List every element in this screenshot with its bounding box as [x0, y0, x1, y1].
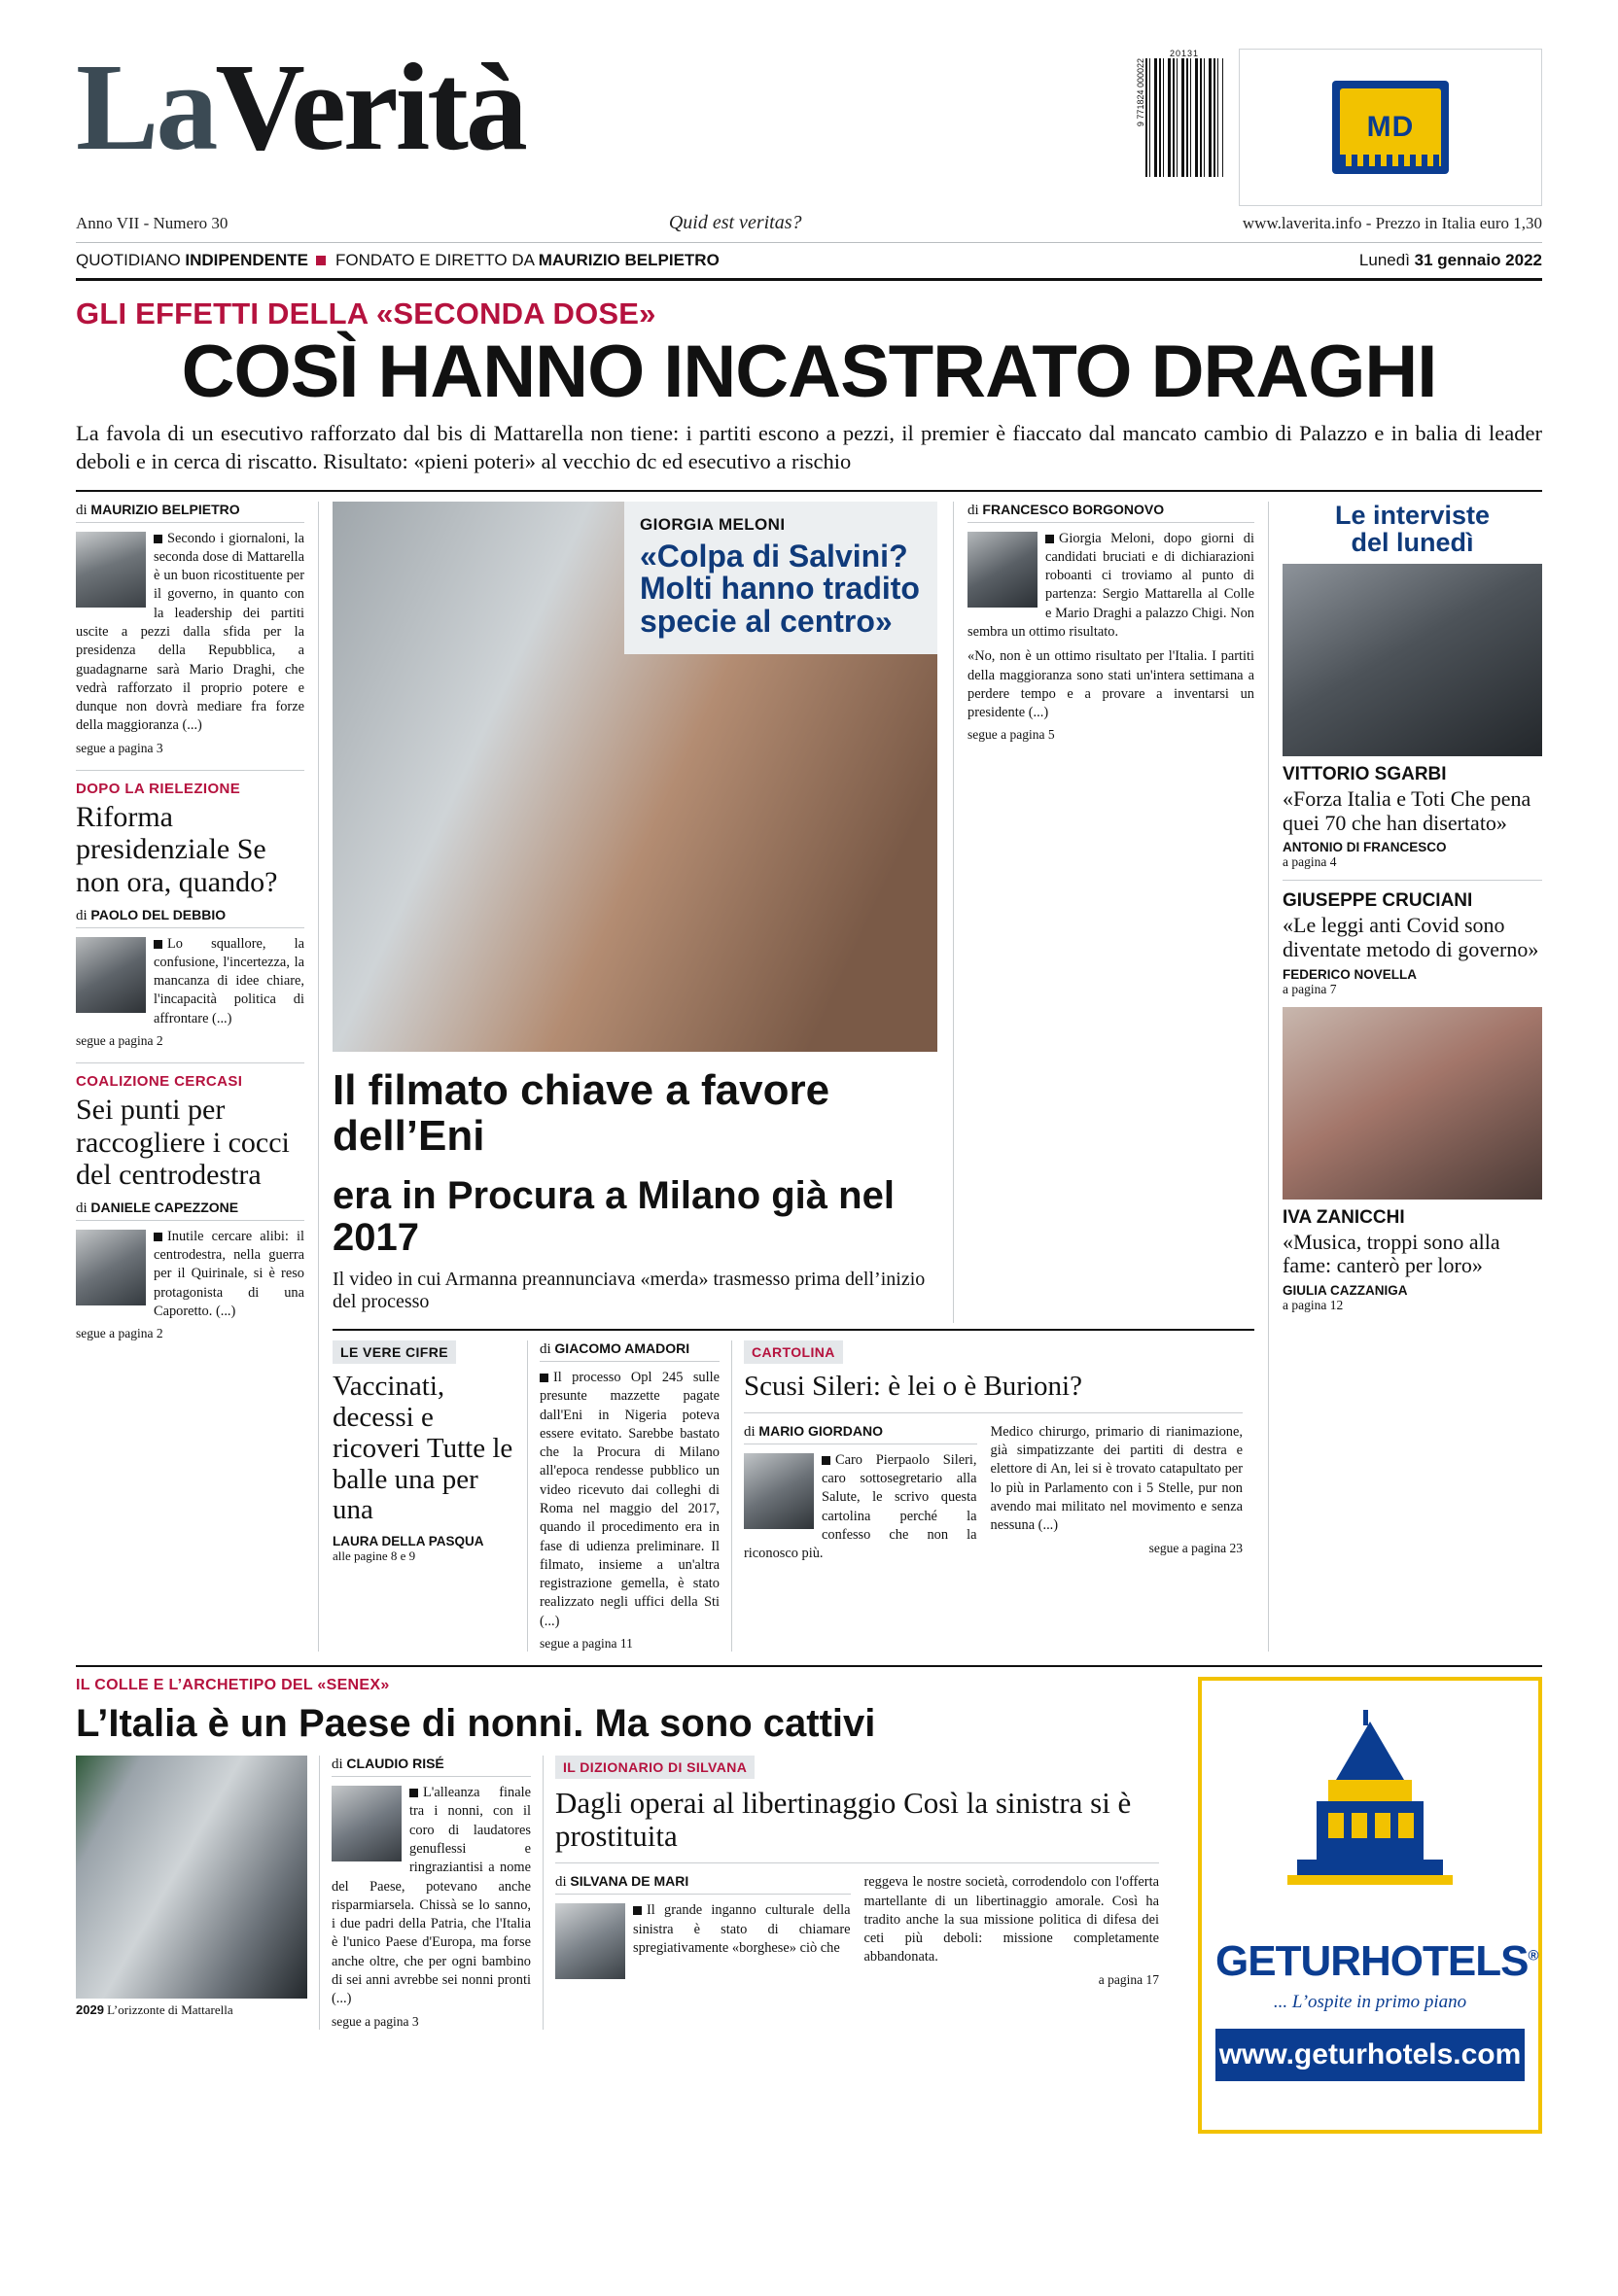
barcode-top-number: 20131	[1169, 49, 1200, 58]
byline-name-7: CLAUDIO RISÉ	[346, 1756, 444, 1772]
bullet-square-icon-6	[822, 1456, 830, 1465]
article-amadori	[540, 1369, 720, 1631]
column-right-interviews	[1268, 502, 1542, 1652]
bullet-square-icon-8	[633, 1906, 642, 1915]
borgonovo-block	[953, 502, 1254, 1323]
article-borgonovo	[967, 530, 1254, 643]
byline-borgonovo	[967, 502, 1254, 523]
interviews-header-line1: Le interviste	[1334, 500, 1491, 530]
kicker-coalizione: COALIZIONE CERCASI	[76, 1062, 304, 1090]
hotel-building-icon	[1258, 1704, 1482, 1928]
portrait-deldebbio	[76, 937, 146, 1013]
box-le-vere-cifre	[333, 1340, 527, 1652]
newspaper-logo	[76, 38, 525, 176]
logo-verita: Verità	[215, 38, 525, 176]
interview-item-zanicchi[interactable]	[1283, 1007, 1542, 1313]
tag-dizionario: IL DIZIONARIO DI SILVANA	[555, 1756, 755, 1779]
kicker-riforma: DOPO LA RIELEZIONE	[76, 770, 304, 797]
byline-prefix-4: di	[967, 502, 983, 518]
article-deldebbio	[76, 935, 304, 1028]
article-belpietro	[76, 530, 304, 736]
continue-deldebbio[interactable]: segue a pagina 2	[76, 1033, 163, 1049]
headline-eni-2[interactable]: era in Procura a Milano già nel 2017	[333, 1173, 895, 1259]
bottom-kicker: IL COLLE E L’ARCHETIPO DEL «SENEX»	[76, 1677, 390, 1694]
interview-name-1: GIUSEPPE CRUCIANI	[1283, 890, 1473, 912]
interview-quote-2: «Musica, troppi sono alla fame: canterò per loro»	[1283, 1229, 1500, 1278]
red-square-icon	[316, 256, 326, 265]
barcode-side-number: 9 771824 000022	[1136, 58, 1145, 127]
tag-le-vere-cifre: LE VERE CIFRE	[333, 1340, 456, 1364]
continue-borgonovo[interactable]: segue a pagina 5	[967, 727, 1055, 743]
interview-page-0[interactable]: a pagina 4	[1283, 854, 1337, 870]
interviews-header	[1283, 502, 1542, 557]
date-value: 31 gennaio 2022	[1414, 251, 1542, 269]
portrait-borgonovo	[967, 532, 1038, 608]
masthead-ad[interactable]	[1239, 49, 1542, 206]
byline-prefix-3: di	[76, 1200, 91, 1216]
date-prefix: Lunedì	[1358, 251, 1415, 269]
meloni-quote-name: GIORGIA MELONI	[640, 514, 786, 534]
title-cartolina[interactable]: Scusi Sileri: è lei o è Burioni?	[744, 1370, 1082, 1402]
byline-deldebbio	[76, 907, 304, 928]
title-riforma[interactable]: Riforma presidenziale Se non ora, quando?	[76, 800, 278, 898]
byline-name-8: SILVANA DE MARI	[570, 1873, 689, 1890]
portrait-capezzone	[76, 1230, 146, 1305]
motto: Quid est veritas?	[668, 212, 802, 233]
page-demari[interactable]: a pagina 17	[1098, 1971, 1159, 1987]
lead-headline[interactable]: COSÌ HANNO INCASTRATO DRAGHI	[181, 330, 1437, 413]
bottom-headline[interactable]: L’Italia è un Paese di nonni. Ma sono cattivi	[76, 1702, 876, 1746]
byline-name-5: GIACOMO AMADORI	[554, 1339, 690, 1356]
byline-demari	[555, 1873, 851, 1895]
interview-item-cruciani[interactable]	[1283, 890, 1542, 996]
interview-by-0: ANTONIO DI FRANCESCO	[1283, 840, 1447, 855]
bullet-square-icon-7	[409, 1789, 418, 1797]
interview-name-0: VITTORIO SGARBI	[1283, 764, 1447, 785]
barcode-bars	[1145, 58, 1223, 177]
continue-rise[interactable]: segue a pagina 3	[332, 2013, 419, 2029]
geturhotels-ad[interactable]	[1198, 1677, 1542, 2134]
article-amadori-text: Il processo Opl 245 sulle presunte mazzette pagate dall'Eni in Nigeria poteva essere evitato. Sarebbe bastato che la Procura di Milano all'epoca rendesse pubblico un video ricevuto dai colleghi di Roma nel maggio del 2017, quando il procedimento era in fase di udienza preliminare. Il filmato, insieme a un'altra registrazione gemella, è stato realizzato negli uffici della Sti (...)	[540, 1369, 720, 1629]
geturhotels-url[interactable]: www.geturhotels.com	[1215, 2029, 1525, 2081]
barcode	[1136, 49, 1223, 185]
photo-caption	[76, 2002, 307, 2018]
photo-iva-zanicchi	[1283, 1007, 1542, 1200]
masthead-band	[76, 243, 1542, 281]
article-giordano-text: Caro Pierpaolo Sileri, caro sottosegretario alla Salute, le scrivo questa cartolina perché la confesso che non la riconosco più.	[744, 1451, 977, 1562]
continue-giordano[interactable]: segue a pagina 23	[1148, 1540, 1243, 1555]
bottom-left	[76, 1677, 1184, 2134]
byline-name-3: DANIELE CAPEZZONE	[90, 1199, 239, 1215]
article-capezzone	[76, 1228, 304, 1321]
box-cartolina	[731, 1340, 1254, 1652]
main-grid	[76, 502, 1542, 1652]
masthead-subline	[76, 212, 1542, 234]
byline-prefix-2: di	[76, 907, 91, 923]
bottom-dizionario-col	[543, 1756, 1171, 2030]
byline-capezzone	[76, 1200, 304, 1221]
interview-name-2: IVA ZANICCHI	[1283, 1206, 1405, 1228]
publisher-word-2: INDIPENDENTE	[185, 251, 308, 269]
bottom-right-ad[interactable]	[1184, 1677, 1542, 2134]
title-le-vere-cifre[interactable]: Vaccinati, decessi e ricoveri Tutte le balle una per una	[333, 1370, 513, 1526]
bottom-rise-col	[319, 1756, 543, 2030]
portrait-silvana-de-mari	[555, 1903, 625, 1979]
article-capezzone-text: Inutile cercare alibi: il centrodestra, nella guerra per il Quirinale, si è reso protagonista di una Caporetto. (...)	[154, 1228, 304, 1319]
lead-standfirst: La favola di un esecutivo rafforzato dal bis di Mattarella non tiene: i partiti escono a pezzi, il premier è fiaccato dal mancato cambio di Palazzo e in balia di leader deboli e in cerca di riscatto. Risultato: «pieni poteri» al vecchio dc ed esecutivo a rischio	[76, 421, 1542, 474]
geturhotels-brand-text: GETURHOTELS	[1215, 1937, 1529, 1986]
column-left	[76, 502, 319, 1652]
publisher-word-3: FONDATO E DIRETTO DA	[334, 251, 539, 269]
md-logo-label: MD	[1366, 111, 1415, 143]
article-borgonovo-2: «No, non è un ottimo risultato per l'Italia. I partiti della maggioranza sono stati un'intera settimana a perdere tempo e a provare a inventarsi un presidente (...)	[967, 648, 1254, 721]
deck-eni: Il video in cui Armanna preannunciava «merda» trasmesso prima dell’inizio del processo	[333, 1268, 926, 1312]
interview-by-1: FEDERICO NOVELLA	[1283, 966, 1418, 982]
lead-kicker: GLI EFFETTI DELLA «SECONDA DOSE»	[76, 296, 656, 330]
interview-page-1[interactable]: a pagina 7	[1283, 981, 1337, 996]
byline-prefix: di	[76, 502, 91, 518]
interview-quote-0: «Forza Italia e Toti Che pena quei 70 che han disertato»	[1283, 786, 1531, 835]
portrait-giordano	[744, 1453, 814, 1529]
md-logo-icon	[1332, 81, 1449, 174]
title-coalizione[interactable]: Sei punti per raccogliere i cocci del centrodestra	[76, 1094, 290, 1192]
column-center	[319, 502, 1268, 1652]
photo-sergio-mattarella	[76, 1756, 307, 1999]
bullet-square-icon-2	[154, 940, 162, 949]
byline-prefix-8: di	[555, 1874, 571, 1891]
bottom-section	[76, 1665, 1542, 2134]
article-deldebbio-text: Lo squallore, la confusione, l'incertezza, la mancanza di idee chiare, l'incapacità politica di affrontare (...)	[154, 935, 304, 1026]
continue-amadori[interactable]: segue a pagina 11	[540, 1636, 633, 1652]
article-giordano	[744, 1451, 977, 1564]
caption-text: L’orizzonte di Mattarella	[107, 2002, 233, 2018]
bullet-square-icon-5	[540, 1374, 548, 1382]
geturhotels-tagline: ... L’ospite in primo piano	[1273, 1992, 1467, 2013]
center-lower-row	[333, 1329, 1254, 1652]
byline-prefix-7: di	[332, 1757, 347, 1773]
byline-name-6: MARIO GIORDANO	[758, 1422, 883, 1439]
meloni-quote-box[interactable]	[624, 502, 937, 655]
sign-della-pasqua: LAURA DELLA PASQUA	[333, 1534, 484, 1549]
article-rise-text: L'alleanza finale tra i nonni, con il coro di laudatores genuflessi e ringraziantisi a nome del Paese, potevano anche risparmiarsela. Chissà se lo sanno, i due padri della Patria, che l'Italia è l'unico Paese d'Europa, ma forse anche oltre, che per ogni bambino di sei anni avrebbe sei nonni pronti (...)	[332, 1785, 531, 2007]
issue-line: Anno VII - Numero 30	[76, 214, 229, 232]
publisher-line	[76, 251, 720, 270]
article-belpietro-text: Secondo i giornaloni, la seconda dose di Mattarella è un buon ricostituente per il governo, in quanto con la leadership dei partiti uscite a pezzi dalla sfida per la presidenza della Repubblica, a guadagnarne sarà Mario Draghi, che vedrà rafforzato il proprio potere e dunque non dovrà mediare fra forze della maggioranza (...)	[76, 530, 304, 734]
lead-photo-block	[333, 502, 937, 1052]
portrait-claudio-rise	[332, 1786, 402, 1861]
masthead	[76, 39, 1542, 206]
tag-cartolina: CARTOLINA	[744, 1340, 843, 1364]
headline-eni-1[interactable]: Il filmato chiave a favore dell’Eni	[333, 1065, 830, 1161]
pages-le-vere-cifre[interactable]: alle pagine 8 e 9	[333, 1548, 416, 1564]
byline-amadori	[540, 1340, 720, 1362]
logo-la: La	[76, 38, 216, 176]
byline-prefix-5: di	[540, 1340, 555, 1357]
byline-rise	[332, 1756, 531, 1777]
title-dizionario[interactable]: Dagli operai al libertinaggio Così la sinistra si è prostituita	[555, 1786, 1132, 1854]
interviews-header-line2: del lunedì	[1351, 527, 1474, 557]
bullet-square-icon-3	[154, 1233, 162, 1241]
bullet-square-icon-4	[1045, 535, 1054, 543]
issue-date	[1359, 251, 1542, 270]
continue-capezzone[interactable]: segue a pagina 2	[76, 1326, 163, 1341]
photo-vittorio-sgarbi	[1283, 564, 1542, 756]
interview-by-2: GIULIA CAZZANIGA	[1283, 1282, 1408, 1298]
meloni-quote-text: «Colpa di Salvini? Molti hanno tradito specie al centro»	[640, 538, 920, 640]
byline-name: MAURIZIO BELPIETRO	[90, 501, 240, 517]
byline-name-2: PAOLO DEL DEBBIO	[90, 906, 227, 922]
byline-prefix-6: di	[744, 1423, 759, 1440]
continue-belpietro[interactable]: segue a pagina 3	[76, 740, 163, 755]
geturhotels-illustration	[1215, 1694, 1525, 1937]
article-giordano-2: Medico chirurgo, primario di rianimazione, già simpatizzante dei partiti di destra e elettore di An, lei si è trovato catapultato per lo più in Parlamento con i 5 Stelle, pur non avendo mai militato nel movimento e senza nessuna (...)	[990, 1423, 1243, 1534]
byline-giordano	[744, 1423, 977, 1444]
article-rise	[332, 1784, 531, 2009]
box-amadori	[527, 1340, 731, 1652]
article-demari-text: Il grande inganno culturale della sinistra è stato di chiamare spregiativamente «borghese» ciò che	[633, 1902, 851, 1956]
caption-number: 2029	[76, 2002, 104, 2018]
bullet-square-icon	[154, 535, 162, 543]
article-demari	[555, 1901, 851, 1958]
price-line: www.laverita.info - Prezzo in Italia euro 1,30	[1242, 214, 1542, 232]
article-demari-2: reggeva le nostre società, corrodendolo con l'offerta martellante di un libertinaggio amorale. Così ha tradito anche la sua missione politica di difesa dei ceti più deboli: missione completamente abbandonata.	[863, 1874, 1159, 1966]
registered-mark-icon: ®	[1528, 1947, 1538, 1965]
geturhotels-brand	[1215, 1937, 1538, 1986]
publisher-word-1: QUOTIDIANO	[76, 251, 186, 269]
interview-item-sgarbi[interactable]	[1283, 564, 1542, 870]
portrait-belpietro	[76, 532, 146, 608]
interview-quote-1: «Le leggi anti Covid sono diventate metodo di governo»	[1283, 913, 1539, 962]
interview-page-2[interactable]: a pagina 12	[1283, 1297, 1344, 1312]
article-borgonovo-text: Giorgia Meloni, dopo giorni di candidati bruciati e di dichiarazioni roboanti ci troviamo al punto di partenza: Sergio Mattarella al Colle e Mario Draghi a palazzo Chigi. Non sembra un ottimo risultato.	[967, 530, 1254, 640]
publisher-word-4: MAURIZIO BELPIETRO	[538, 251, 720, 269]
byline-belpietro	[76, 502, 304, 523]
bottom-photo-col	[76, 1756, 319, 2030]
byline-name-4: FRANCESCO BORGONOVO	[982, 501, 1165, 517]
